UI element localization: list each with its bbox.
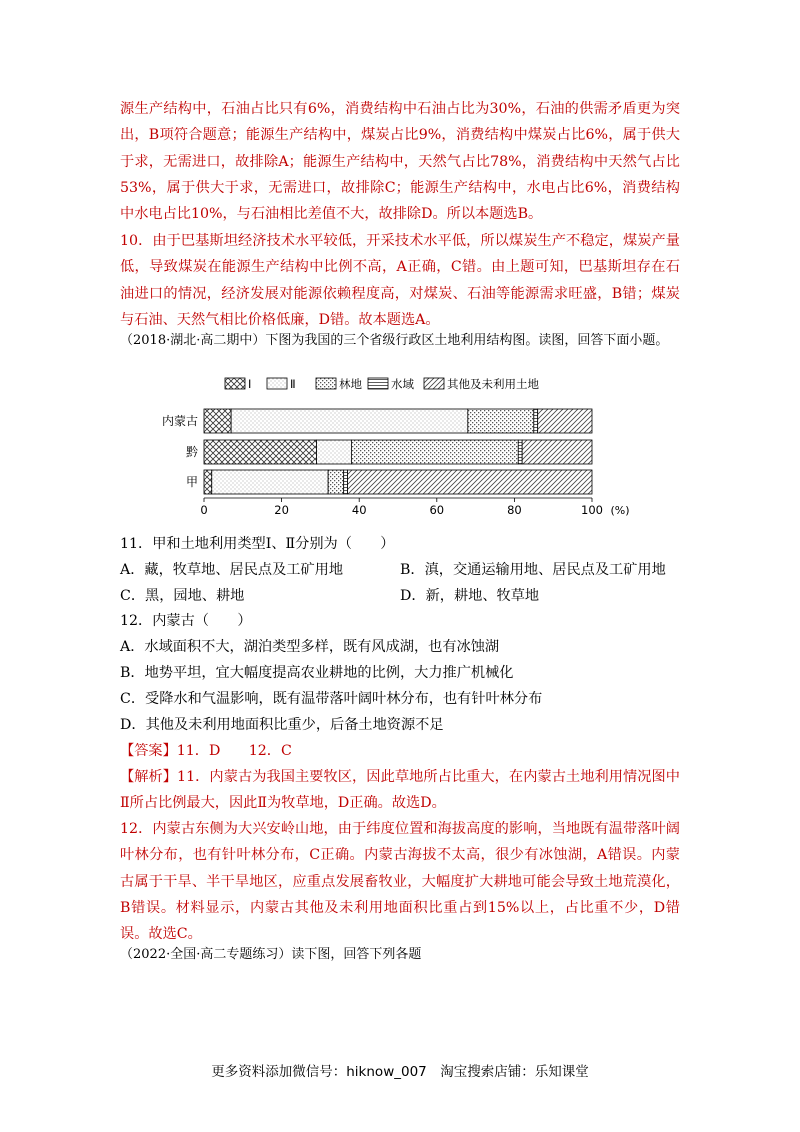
bar-segment <box>344 470 348 494</box>
land-use-chart <box>150 372 650 522</box>
q11-option-d: D．新，耕地、牧草地 <box>400 588 540 604</box>
answer-line: 【答案】11．D 12．C <box>120 743 292 759</box>
chart-bars <box>204 409 592 494</box>
legend-label: 林地 <box>339 377 362 391</box>
analysis-paragraph-10: 10．由于巴基斯坦经济技术水平较低，开采技术水平低，所以煤炭生产不稳定，煤炭产量低，导致煤炭在能源生产结构中比例不高，A正确，C错。由上题可知，巴基斯坦存在石油进口的情况，经济发展对能源依赖程度高，对煤炭、石油等能源需求旺盛，B错；煤炭与石油、天然气相比价格低廉，D错。故本题选A。 <box>120 233 680 328</box>
q11-option-c: C．黑，园地、耕地 <box>120 588 245 604</box>
tick-label: 100 <box>581 503 603 517</box>
tick-label: 20 <box>274 503 289 517</box>
category-labels <box>162 413 198 489</box>
bar-segment <box>231 409 468 433</box>
bar-segment <box>204 409 231 433</box>
question-12: 12．内蒙古（ ） <box>120 613 252 629</box>
q12-option-a: A．水域面积不大，湖泊类型多样，既有风成湖，也有冰蚀湖 <box>120 639 500 655</box>
legend-label: 其他及未利用土地 <box>447 377 539 391</box>
axis-unit: (%) <box>610 504 630 517</box>
q12-option-d: D．其他及未利用地面积比重少，后备土地资源不足 <box>120 717 444 733</box>
bar-segment <box>348 470 592 494</box>
x-axis <box>200 498 629 517</box>
legend-swatch <box>267 378 287 389</box>
bar-segment <box>468 409 534 433</box>
legend-label: Ⅱ <box>290 377 296 391</box>
tick-label: 60 <box>429 503 445 517</box>
category-label: 黔 <box>185 445 198 459</box>
analysis-11: 【解析】11．内蒙古为我国主要牧区，因此草地所占比重大，在内蒙古土地利用情况图中Ⅱ所占比例最大，因此Ⅱ为牧草地，D正确。故选D。 <box>120 769 680 812</box>
bar-segment <box>534 409 538 433</box>
analysis-paragraph-9: 源生产结构中，石油占比只有6%，消费结构中石油占比为30%，石油的供需矛盾更为突出，B项符合题意；能源生产结构中，煤炭占比9%，消费结构中煤炭占比6%，属于供大于求，无需进口，故排除A；能源生产结构中，天然气占比78%，消费结构中天然气占比53%，属于供大于求，无需进口，故排除C；能源生产结构中，水电占比6%，消费结构中水电占比10%，与石油相比差值不大，故排除D。所以本题选B。 <box>120 101 680 223</box>
question-11: 11．甲和土地利用类型Ⅰ、Ⅱ分别为（ ） <box>120 536 395 552</box>
bar-segment <box>317 440 352 464</box>
bar-segment <box>328 470 344 494</box>
category-label: 甲 <box>185 475 198 489</box>
legend-swatch <box>424 378 444 389</box>
q12-option-c: C．受降水和气温影响，既有温带落叶阔叶林分布，也有针叶林分布 <box>120 691 543 707</box>
tick-label: 0 <box>200 503 208 517</box>
bar-segment <box>518 440 522 464</box>
q11-option-a: A．藏，牧草地、居民点及工矿用地 <box>120 562 344 578</box>
footer-note: 更多资料添加微信号：hiknow_007 淘宝搜索店铺：乐知课堂 <box>211 1064 589 1080</box>
q12-option-b: B．地势平坦，宜大幅度提高农业耕地的比例，大力推广机械化 <box>120 665 514 681</box>
legend-swatch <box>368 378 388 389</box>
analysis-12: 12．内蒙古东侧为大兴安岭山地，由于纬度位置和海拔高度的影响，当地既有温带落叶阔叶林分布，也有针叶林分布，C正确。内蒙古海拔不太高，很少有冰蚀湖，A错误。内蒙古属于干旱、半干旱地区，应重点发展畜牧业，大幅度扩大耕地可能会导致土地荒漠化，B错误。材料显示，内蒙古其他及未利用地面积比重占到15%以上，占比重不少，D错误。故选C。 <box>120 821 680 943</box>
bar-segment <box>522 440 592 464</box>
question-intro-2: （2022·全国·高二专题练习）读下图，回答下列各题 <box>120 947 422 962</box>
tick-label: 80 <box>507 503 522 517</box>
tick-label: 40 <box>351 503 367 517</box>
question-intro: （2018·湖北·高二期中）下图为我国的三个省级行政区土地利用结构图。读图，回答下面小题。 <box>120 333 669 348</box>
bar-segment <box>204 470 212 494</box>
bar-segment <box>212 470 328 494</box>
legend-swatch <box>225 378 245 389</box>
legend-label: Ⅰ <box>248 377 252 391</box>
q11-option-b: B．滇，交通运输用地、居民点及工矿用地 <box>400 562 666 578</box>
legend-label: 水域 <box>391 377 414 391</box>
category-label: 内蒙古 <box>161 414 198 428</box>
legend-swatch <box>316 378 336 389</box>
bar-segment <box>538 409 592 433</box>
bar-segment <box>204 440 317 464</box>
bar-segment <box>351 440 518 464</box>
chart-legend <box>225 377 539 391</box>
